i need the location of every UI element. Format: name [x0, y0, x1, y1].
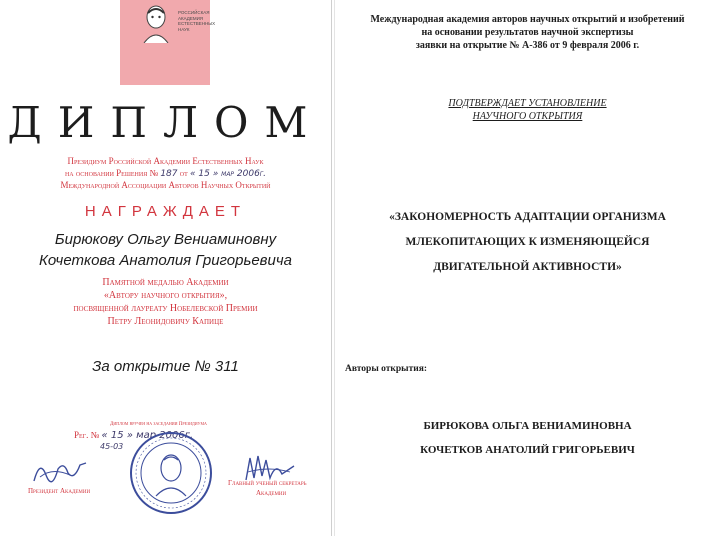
- president-caption: Президент Академии: [28, 487, 91, 495]
- medal-line-1: Памятной медалью Академии: [102, 277, 229, 288]
- discovery-number: За открытие № 311: [92, 358, 239, 375]
- discovery-title-line-1: «ЗАКОНОМЕРНОСТЬ АДАПТАЦИИ ОРГАНИЗМА: [389, 211, 666, 223]
- logo-line: РОССИЙСКАЯ: [178, 10, 210, 15]
- registration-prefix: Рег. №: [74, 430, 100, 440]
- intro-line-3: Международной Ассоциации Авторов Научных Открытий: [60, 180, 271, 190]
- diploma-page: [0, 0, 332, 536]
- recipient-1: Бирюкову Ольгу Вениаминовну: [54, 231, 277, 248]
- medal-line-2: «Автору научного открытия»,: [103, 290, 228, 301]
- header-line-1: Международная академия авторов научных открытий и изобретений: [370, 14, 685, 25]
- authors-label: Авторы открытия:: [345, 364, 428, 374]
- logo-line: АКАДЕМИЯ: [178, 15, 204, 21]
- secretary-caption-2: Академии: [256, 489, 287, 497]
- academy-logo-text: [178, 10, 216, 32]
- decision-date: « 15 » мар 2006г.: [190, 169, 267, 179]
- confirmation-line-1: ПОДТВЕРЖДАЕТ УСТАНОВЛЕНИЕ: [448, 98, 607, 109]
- discovery-title-line-2: МЛЕКОПИТАЮЩИХ К ИЗМЕНЯЮЩЕЙСЯ: [405, 236, 650, 248]
- recipient-2: Кочеткова Анатолия Григорьевича: [39, 252, 292, 269]
- discovery-certificate-page: [334, 0, 720, 536]
- medal-line-4: Петру Леонидовичу Капице: [107, 316, 224, 327]
- discovery-title-line-3: ДВИГАТЕЛЬНОЙ АКТИВНОСТИ»: [433, 261, 622, 273]
- logo-line: ЕСТЕСТВЕННЫХ: [178, 21, 216, 27]
- registration-number: 45-03: [100, 442, 124, 451]
- intro-line-1: Президиум Российской Академии Естественных Наук: [67, 156, 264, 166]
- registration-note: Диплом вручен на заседании Президиума: [110, 422, 207, 427]
- header-line-2: на основании результатов научной экспертизы: [421, 27, 634, 38]
- logo-line: НАУК: [178, 26, 190, 32]
- header-line-3: заявки на открытие № А-386 от 9 февраля 2006 г.: [415, 40, 640, 51]
- medal-line-3: посвященной лауреату Нобелевской Премии: [73, 303, 258, 314]
- author-2: КОЧЕТКОВ АНАТОЛИЙ ГРИГОРЬЕВИЧ: [420, 444, 635, 456]
- registration-date: « 15 » мар 2006г.: [101, 430, 194, 441]
- intro-line-2-prefix: на основании Решения №: [64, 168, 159, 178]
- secretary-caption-1: Главный ученый секретарь: [228, 479, 307, 487]
- confirmation-line-2: НАУЧНОГО ОТКРЫТИЯ: [472, 111, 583, 122]
- academy-stamp-icon: [128, 430, 214, 516]
- kapitsa-portrait-icon: [140, 3, 172, 43]
- author-1: БИРЮКОВА ОЛЬГА ВЕНИАМИНОВНА: [423, 420, 632, 432]
- president-signature-icon: [30, 455, 90, 485]
- decision-number: 187: [160, 169, 178, 179]
- intro-line-2: [0, 168, 331, 179]
- diploma-title: ДИПЛОМ: [7, 98, 324, 147]
- intro-line-2-mid: от: [179, 168, 188, 178]
- awards-heading: НАГРАЖДАЕТ: [84, 203, 247, 220]
